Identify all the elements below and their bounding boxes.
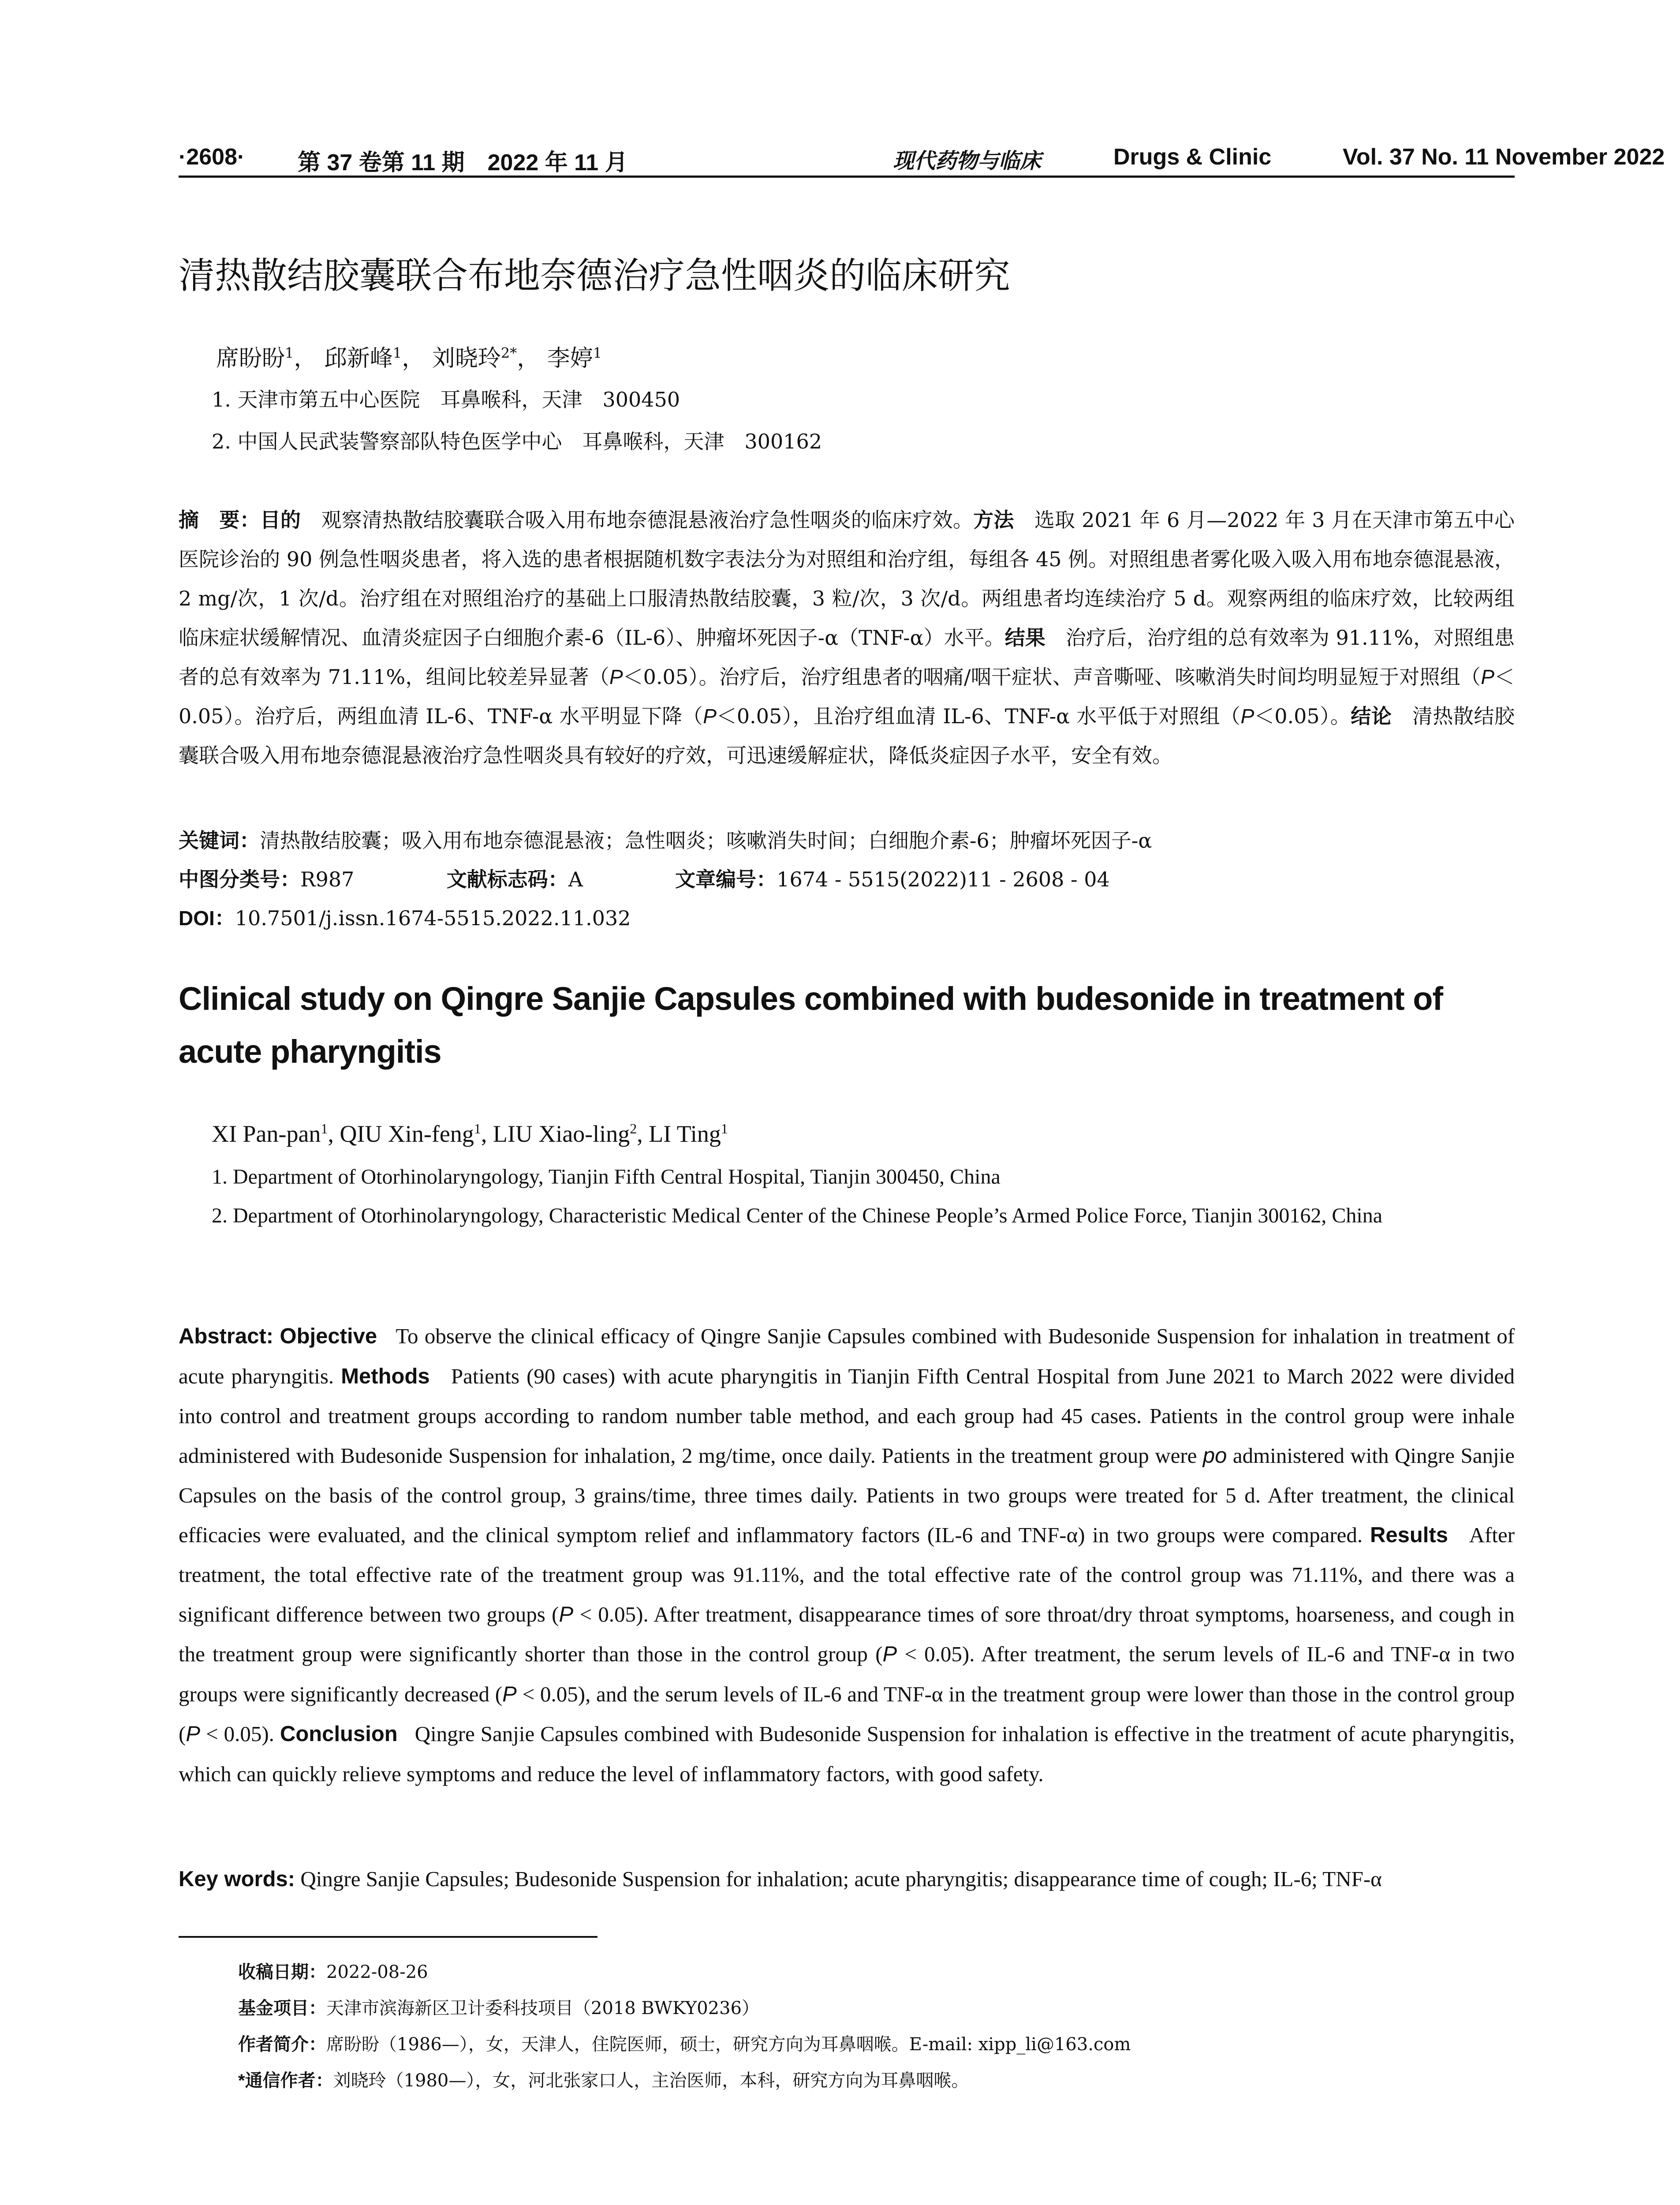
conclusion-text: 清热散结胶囊联合吸入用布地奈德混悬液治疗急性咽炎具有较好的疗效，可迅速缓解症状，降低炎症因子水平，安全有效。 <box>179 704 1515 767</box>
author-bio-label: 作者简介： <box>238 2035 326 2054</box>
keywords-cn <box>179 825 1152 854</box>
results-label: Results <box>1370 1523 1448 1547</box>
doi-line <box>179 902 631 931</box>
doi-value: 10.7501/j.issn.1674-5515.2022.11.032 <box>235 906 631 930</box>
author-sup: 1 <box>593 344 602 362</box>
article-no-value: 1674 - 5515(2022)11 - 2608 - 04 <box>777 867 1110 891</box>
p-value-symbol: P <box>1240 705 1254 728</box>
po-text: po <box>1202 1443 1227 1468</box>
conclusion-label: 结论 <box>1351 705 1392 728</box>
authors-cn: 席盼盼$^1$， 邱新峰$^1$， 刘晓玲$^{2*}$， 李婷$^1$ <box>216 344 602 372</box>
p-value-symbol: P <box>609 665 623 688</box>
conclusion-text: Qingre Sanjie Capsules combined with Budesonide Suspension for inhalation is effective in the treatment of acute pharyngitis, which can quickly relieve symptoms and reduce the level of inflammatory factors, with good safety. <box>179 1722 1515 1786</box>
results-text: < 0.05). After treatment, disappearance times of sore throat/dry throat symptoms, hoarseness, and cough in the treatment group were significantly shorter than those in the control group ( <box>179 1602 1515 1666</box>
methods-text: Patients (90 cases) with acute pharyngitis in Tianjin Fifth Central Hospital from June 2021 to March 2022 were divided into control and treatment groups according to random number table method, and each group had 45 cases. Patients in the control group were inhale administered with Budesonide Suspension for inhalation, 2 mg/time, once daily. Patients in the treatment group were <box>179 1364 1515 1468</box>
doc-code-value: A <box>568 867 583 891</box>
keywords-label: 关键词： <box>179 829 260 852</box>
page-number: ·2608· <box>179 144 245 170</box>
p-value-symbol: P <box>1481 665 1494 688</box>
objective-label: Objective <box>280 1324 377 1348</box>
author-sup: 2 <box>630 1121 637 1136</box>
results-text: ＜0.05）。治疗后，两组血清 IL-6、TNF-α 水平明显下降（ <box>179 665 1515 728</box>
results-text: ＜0.05）。治疗后，治疗组患者的咽痛/咽干症状、声音嘶哑、咳嗽消失时间均明显短于对照组（ <box>623 665 1481 689</box>
results-text: 治疗后，治疗组的总有效率为 91.11%，对照组患者的总有效率为 71.11%，组间比较差异显著（ <box>179 626 1515 689</box>
title-en: Clinical study on Qingre Sanjie Capsules combined with budesonide in treatment of acute pharyngitis <box>179 980 1443 1070</box>
running-header <box>179 140 1665 178</box>
authors-en: XI Pan-pan$^1$, QIU Xin-feng$^1$, LIU Xiao-ling$^2$, LI Ting$^1$ <box>212 1121 728 1147</box>
abstract-label: Abstract: <box>179 1324 274 1348</box>
keywords-text: Qingre Sanjie Capsules; Budesonide Suspension for inhalation; acute pharyngitis; disappearance time of cough; IL-6; TNF-α <box>300 1867 1382 1891</box>
author-name: LI Ting <box>649 1121 721 1147</box>
keywords-text: 清热散结胶囊；吸入用布地奈德混悬液；急性咽炎；咳嗽消失时间；白细胞介素-6；肿瘤坏死因子-α <box>260 829 1152 852</box>
received-date: 2022-08-26 <box>326 1962 428 1982</box>
results-text: < 0.05). <box>200 1722 274 1746</box>
footnote-divider <box>179 1936 597 1938</box>
doc-code-label: 文献标志码： <box>446 868 568 891</box>
author-name: 邱新峰 <box>324 345 393 372</box>
objective-text: 观察清热散结胶囊联合吸入用布地奈德混悬液治疗急性咽炎的临床疗效。 <box>321 508 974 532</box>
results-text: ＜0.05），且治疗组血清 IL-6、TNF-α 水平低于对照组（ <box>716 704 1241 728</box>
author-bio-text: 席盼盼（1986—），女，天津人，住院医师，硕士，研究方向为耳鼻咽喉。E-mail: xipp_li@163.com <box>326 2034 1131 2055</box>
author-name: 李婷 <box>547 345 593 372</box>
received-label: 收稿日期： <box>238 1962 326 1982</box>
affiliation-cn-2: 2. 中国人民武装警察部队特色医学中心 耳鼻喉科，天津 300162 <box>212 430 822 453</box>
objective-text: To observe the clinical efficacy of Qingre Sanjie Capsules combined with Budesonide Suspension for inhalation in treatment of acute pharyngitis. <box>179 1324 1515 1388</box>
objective-label: 目的 <box>260 508 301 531</box>
methods-text: 选取 2021 年 6 月—2022 年 3 月在天津市第五中心医院诊治的 90 例急性咽炎患者，将入选的患者根据随机数字表法分为对照组和治疗组，每组各 45 例。对照组患者雾化吸入吸入用布地奈德混悬液，2 mg/次，1 次/d。治疗组在对照组治疗的基础上口服清热散结胶囊，3 粒/次，3 次/d。两组患者均连续治疗 5 d。观察两组的临床疗效，比较两组临床症状缓解情况、血清炎症因子白细胞介素-6（IL-6）、肿瘤坏死因子-α（TNF-α）水平。 <box>179 508 1515 650</box>
author-sup: 1 <box>285 344 294 362</box>
results-text: < 0.05). After treatment, the serum levels of IL-6 and TNF-α in two groups were significantly decreased ( <box>179 1642 1515 1706</box>
fund-label: 基金项目： <box>238 1999 326 2018</box>
methods-label: Methods <box>341 1364 430 1388</box>
author-sup: 1 <box>721 1121 728 1136</box>
p-value-symbol: P <box>502 1682 517 1706</box>
conclusion-label: Conclusion <box>280 1722 398 1746</box>
affiliation-en-2: 2. Department of Otorhinolaryngology, Characteristic Medical Center of the Chinese People’s Armed Police Force, Tianjin 300162, China <box>212 1204 1383 1227</box>
issue-cn: 第 37 卷第 11 期 2022 年 11 月 <box>298 150 628 176</box>
journal-name-cn: 现代药物与临床 <box>893 149 1042 173</box>
footnote-fund <box>238 1994 759 2019</box>
results-text: < 0.05), and the serum levels of IL-6 and TNF-α in the treatment group were lower than those in the control group ( <box>179 1682 1515 1746</box>
issue-en: Vol. 37 No. 11 November 2022 <box>1343 144 1665 170</box>
p-value-symbol: P <box>186 1722 201 1746</box>
footnote-author <box>238 2030 1131 2056</box>
clc-value: R987 <box>300 867 355 891</box>
corresponding-text: 刘晓玲（1980—），女，河北张家口人，主治医师，本科，研究方向为耳鼻咽喉。 <box>333 2070 969 2091</box>
affiliation-cn-1: 1. 天津市第五中心医院 耳鼻喉科，天津 300450 <box>212 388 680 411</box>
author-sup: 1 <box>392 344 402 362</box>
abstract-label: 摘 要： <box>179 508 260 531</box>
article-no-label: 文章编号： <box>675 868 777 891</box>
results-text: ＜0.05）。 <box>1254 704 1351 728</box>
methods-label: 方法 <box>973 508 1014 531</box>
p-value-symbol: P <box>703 705 717 728</box>
corresponding-label: *通信作者： <box>238 2071 333 2090</box>
author-name: 刘晓玲 <box>432 345 501 372</box>
author-sup: 2* <box>500 344 517 362</box>
title-cn: 清热散结胶囊联合布地奈德治疗急性咽炎的临床研究 <box>179 255 1011 297</box>
results-label: 结果 <box>1004 626 1045 649</box>
p-value-symbol: P <box>882 1642 897 1666</box>
keywords-label: Key words: <box>179 1867 295 1891</box>
footnote-received <box>238 1958 428 1983</box>
author-name: QIU Xin-feng <box>340 1121 474 1147</box>
keywords-en <box>179 1866 1515 1891</box>
clc-label: 中图分类号： <box>179 868 300 891</box>
author-name: LIU Xiao-ling <box>493 1121 630 1147</box>
doi-label: DOI： <box>179 907 235 930</box>
abstract-cn <box>179 501 1515 775</box>
methods-text: administered with Qingre Sanjie Capsules on the basis of the control group, 3 grains/time, three times daily. Patients in two groups were treated for 5 d. After treatment, the clinical efficacies were evaluated, and the clinical symptom relief and inflammatory factors (IL-6 and TNF-α) in two groups were compared. <box>179 1443 1515 1547</box>
affiliation-en-1: 1. Department of Otorhinolaryngology, Tianjin Fifth Central Hospital, Tianjin 300450, China <box>212 1165 1001 1188</box>
author-sup: 1 <box>474 1121 481 1136</box>
author-name: 席盼盼 <box>216 345 285 372</box>
footnote-corresponding <box>238 2067 969 2092</box>
fund-text: 天津市滨海新区卫计委科技项目（2018 BWKY0236） <box>326 1998 760 2018</box>
abstract-en <box>179 1316 1515 1794</box>
p-value-symbol: P <box>559 1602 574 1626</box>
journal-name-en: Drugs & Clinic <box>1113 144 1272 170</box>
author-name: XI Pan-pan <box>212 1121 321 1147</box>
author-sup: 1 <box>321 1121 328 1136</box>
results-text: After treatment, the total effective rate of the treatment group was 91.11%, and the total effective rate of the control group was 71.11%, and there was a significant difference between two groups ( <box>179 1522 1515 1626</box>
classification-line <box>179 863 1110 893</box>
